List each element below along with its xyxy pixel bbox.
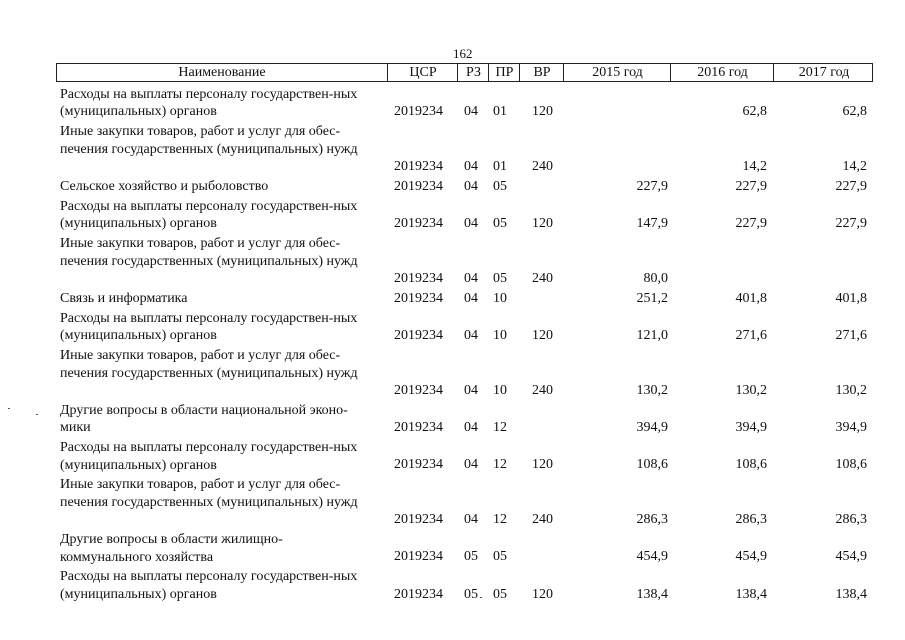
row-vr: 120: [532, 457, 553, 473]
row-csr: 2019234: [394, 104, 443, 120]
row-2017: 227,9: [835, 179, 867, 194]
row-csr: 2019234: [394, 270, 443, 286]
row-2017: 138,4: [835, 586, 867, 602]
row-2016: 227,9: [735, 179, 767, 194]
row-name: Иные закупки товаров, работ и услуг для обес-печения государственных (муниципальных) нужд: [60, 477, 358, 510]
row-2017: 286,3: [835, 512, 867, 528]
row-2015: 138,4: [636, 586, 668, 602]
scan-speck: [8, 408, 10, 409]
table-row: [56, 531, 873, 566]
row-2017: 394,9: [835, 420, 867, 436]
row-pr: 05: [493, 179, 507, 194]
row-csr: 2019234: [394, 290, 443, 306]
row-2015: 394,9: [636, 420, 668, 436]
page-number: 162: [453, 46, 473, 61]
table-row: [56, 235, 873, 287]
table-row: [56, 568, 873, 603]
row-2017: 108,6: [835, 457, 867, 473]
row-2016: 271,6: [735, 328, 767, 344]
row-name: Расходы на выплаты персоналу государствен-ных (муниципальных) органов: [60, 569, 358, 602]
row-pr: 10: [493, 382, 507, 398]
row-vr: 120: [532, 586, 553, 602]
row-pr: 05: [493, 549, 507, 565]
row-2017: 130,2: [835, 382, 867, 398]
row-name: Сельское хозяйство и рыболовство: [60, 179, 269, 194]
row-rz: 04: [464, 420, 478, 436]
row-rz: 04: [464, 290, 478, 306]
row-2016: 62,8: [742, 104, 767, 120]
row-pr: 12: [493, 512, 507, 528]
row-pr: 10: [493, 328, 507, 344]
row-2017: 14,2: [842, 159, 867, 175]
row-csr: 2019234: [394, 382, 443, 398]
header-2016: 2016 год: [670, 64, 774, 81]
row-vr: 120: [532, 328, 553, 344]
row-vr: 120: [532, 104, 553, 120]
row-2015: 454,9: [636, 549, 668, 565]
row-csr: 2019234: [394, 457, 443, 473]
row-2015: 251,2: [636, 290, 668, 306]
header-pr: ПР: [488, 64, 520, 81]
row-rz: 04: [464, 159, 478, 175]
row-name: Иные закупки товаров, работ и услуг для обес-печения государственных (муниципальных) нужд: [60, 236, 358, 269]
row-rz: 04: [464, 512, 478, 528]
table-row: [56, 123, 873, 175]
row-rz: 04: [464, 104, 478, 120]
row-name: Другие вопросы в области жилищно-коммунального хозяйства: [60, 532, 283, 565]
row-rz: 04: [464, 216, 478, 232]
scan-speck: [36, 414, 38, 415]
row-vr: 240: [532, 159, 553, 175]
header-vr: ВР: [519, 64, 564, 81]
table-row: [56, 347, 873, 399]
row-2015: 108,6: [636, 457, 668, 473]
header-2017: 2017 год: [773, 64, 874, 81]
row-name: Иные закупки товаров, работ и услуг для обес-печения государственных (муниципальных) нужд: [60, 124, 358, 157]
row-pr: 10: [493, 290, 507, 306]
row-2015: 130,2: [636, 382, 668, 398]
row-2016: 454,9: [735, 549, 767, 565]
row-2016: 286,3: [735, 512, 767, 528]
row-csr: 2019234: [394, 420, 443, 436]
row-pr: 01: [493, 104, 507, 120]
row-2016: 401,8: [735, 290, 767, 306]
row-rz: 04: [464, 382, 478, 398]
table-row: [56, 178, 873, 195]
row-2016: 14,2: [742, 159, 767, 175]
row-csr: 2019234: [394, 586, 443, 602]
header-name: Наименование: [178, 65, 266, 80]
table-row: [56, 290, 873, 307]
header-rz: РЗ: [457, 64, 489, 81]
table-row: [56, 476, 873, 528]
row-2016: 130,2: [735, 382, 767, 398]
row-2015: 121,0: [636, 328, 668, 344]
row-2017: 401,8: [835, 290, 867, 306]
budget-table: [56, 63, 873, 602]
scan-speck: [480, 597, 482, 598]
row-2015: 227,9: [636, 179, 668, 194]
row-rz: 04: [464, 328, 478, 344]
row-rz: 05: [464, 549, 478, 565]
row-name: Иные закупки товаров, работ и услуг для обес-печения государственных (муниципальных) нужд: [60, 348, 358, 381]
row-name: Расходы на выплаты персоналу государствен-ных (муниципальных) органов: [60, 440, 358, 473]
row-2016: 138,4: [735, 586, 767, 602]
row-2016: 108,6: [735, 457, 767, 473]
row-2017: 227,9: [835, 216, 867, 232]
row-pr: 05: [493, 270, 507, 286]
header-csr: ЦСР: [387, 64, 458, 81]
row-csr: 2019234: [394, 549, 443, 565]
row-rz: 05: [464, 586, 478, 602]
row-name: Расходы на выплаты персоналу государствен-ных (муниципальных) органов: [60, 198, 358, 232]
row-2015: 286,3: [636, 512, 668, 528]
row-rz: 04: [464, 179, 478, 194]
header-2015: 2015 год: [563, 64, 671, 81]
table-row: [56, 402, 873, 437]
row-vr: 240: [532, 512, 553, 528]
row-name: Связь и информатика: [60, 290, 188, 306]
table-row: [56, 198, 873, 233]
row-pr: 01: [493, 159, 507, 175]
row-2015: 147,9: [636, 216, 668, 232]
row-rz: 04: [464, 270, 478, 286]
row-csr: 2019234: [394, 216, 443, 232]
row-2017: 454,9: [835, 549, 867, 565]
row-csr: 2019234: [394, 328, 443, 344]
row-vr: 240: [532, 270, 553, 286]
row-name: Другие вопросы в области национальной эконо-мики: [60, 402, 348, 436]
row-pr: 05: [493, 216, 507, 232]
row-2016: 394,9: [735, 420, 767, 436]
row-2017: 271,6: [835, 328, 867, 344]
row-rz: 04: [464, 457, 478, 473]
row-csr: 2019234: [394, 179, 443, 194]
table-header: [56, 63, 873, 82]
row-name: Расходы на выплаты персоналу государствен-ных (муниципальных) органов: [60, 310, 358, 344]
row-pr: 12: [493, 420, 507, 436]
row-pr: 12: [493, 457, 507, 473]
row-csr: 2019234: [394, 159, 443, 175]
table-row: [56, 439, 873, 474]
row-csr: 2019234: [394, 512, 443, 528]
row-2016: 227,9: [735, 216, 767, 232]
table-row: [56, 310, 873, 345]
table-row: [56, 86, 873, 121]
row-2015: 80,0: [643, 270, 668, 286]
row-name: Расходы на выплаты персоналу государствен-ных (муниципальных) органов: [60, 87, 358, 120]
row-pr: 05: [493, 586, 507, 602]
row-2017: 62,8: [842, 104, 867, 120]
row-vr: 120: [532, 216, 553, 232]
row-vr: 240: [532, 382, 553, 398]
